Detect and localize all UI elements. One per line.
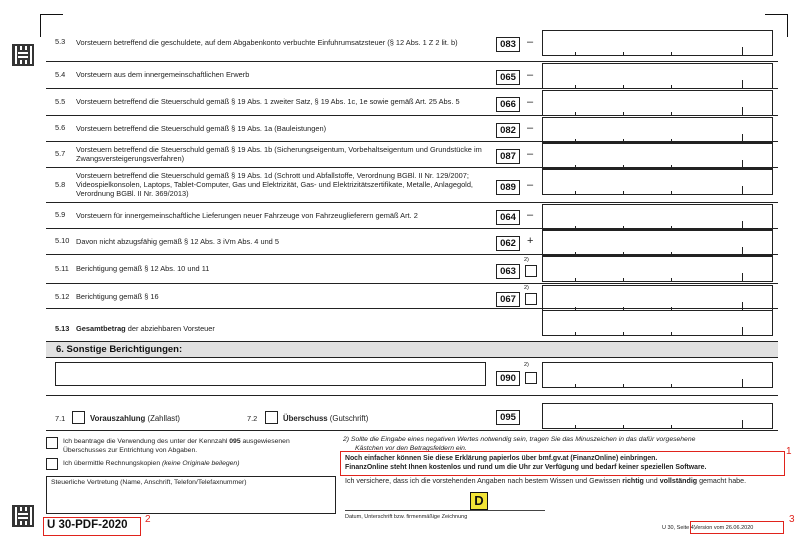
- minus-sign-icon: –: [527, 68, 534, 81]
- opt2-text-b: (keine Originale beilegen): [162, 460, 240, 467]
- row-number: 5.5: [55, 96, 66, 106]
- code-box: 064: [496, 210, 520, 225]
- steuerliche-vertretung-box[interactable]: [46, 476, 336, 514]
- ueberschuss-checkbox[interactable]: [265, 411, 278, 424]
- signature-caption: Datum, Unterschrift bzw. firmenmäßige Zeichnung: [345, 514, 468, 520]
- code-box: 082: [496, 123, 520, 138]
- marker-3: 3: [789, 514, 795, 525]
- minus-sign-icon: –: [527, 209, 534, 221]
- amount-field-083[interactable]: [542, 30, 773, 56]
- ueberschuss-bold: Überschuss: [283, 414, 328, 423]
- row-number: 5.6: [55, 123, 66, 132]
- assurance-a: Ich versichere, dass ich die vorstehenden Angaben nach bestem Wissen und Gewissen: [345, 477, 623, 485]
- row-label: Berichtigung gemäß § 16: [76, 292, 159, 301]
- code-box: 087: [496, 149, 520, 164]
- footnote-line-2: Kästchen vor den Betragsfeldern ein.: [355, 444, 467, 452]
- row-label: Vorsteuern betreffend die Steuerschuld gemäß § 19 Abs. 1d (Schrott und Abfallstoffe, Verordnung BGBl. II Nr. 129/2007; Videospielkonsolen, Laptops, Tablet-Computer, Gas und Elektrizität, Gas- und Elektrizitätszertifikate, Metalle, Anlagegold, Verordnung BGBl. II Nr. 369/2013): [76, 171, 473, 198]
- vorauszahlung-label: [90, 414, 180, 423]
- footnote-ref: 2): [524, 284, 529, 291]
- opt1-text-a: Ich beantrage die Verwendung des unter der Kennzahl: [63, 438, 230, 445]
- amount-field-total[interactable]: [542, 310, 773, 336]
- amount-field-062[interactable]: [542, 230, 773, 256]
- crop-mark-top-left: [40, 14, 63, 37]
- code-box: 063: [496, 264, 520, 279]
- code-box: 067: [496, 292, 520, 307]
- vorauszahlung-checkbox[interactable]: [72, 411, 85, 424]
- sonstige-berichtigungen-input[interactable]: [55, 362, 486, 386]
- row-divider: [46, 283, 778, 284]
- plus-sign-icon: +: [527, 235, 534, 247]
- amount-field-082[interactable]: [542, 117, 773, 143]
- assurance-text: [345, 477, 746, 486]
- minus-sign-icon: –: [527, 122, 534, 134]
- row-divider: [46, 141, 778, 142]
- minus-sign-icon: –: [527, 148, 534, 160]
- row-number: 5.13: [55, 324, 70, 333]
- row-divider: [46, 308, 778, 309]
- notice-line-2: FinanzOnline steht Ihnen kostenlos und rund um die Uhr zur Verfügung und bedarf keiner speziellen Software.: [345, 463, 707, 471]
- section-6-header: [46, 341, 778, 358]
- row-divider: [46, 395, 778, 396]
- row-label: Berichtigung gemäß § 12 Abs. 10 und 11: [76, 264, 210, 273]
- amount-field-064[interactable]: [542, 204, 773, 230]
- row-number: 5.4: [55, 69, 66, 79]
- minus-sign-icon: –: [527, 95, 534, 108]
- qr-code-icon: [12, 505, 34, 527]
- steuerliche-vertretung-label: Steuerliche Vertretung (Name, Anschrift, Telefon/Telefaxnummer): [51, 479, 247, 486]
- rechnungskopien-label: [63, 460, 239, 469]
- signature-line[interactable]: [345, 510, 545, 511]
- row-number: 5.10: [55, 236, 70, 245]
- code-box: 095: [496, 410, 520, 425]
- section-6-title: 6. Sonstige Berichtigungen:: [56, 344, 183, 355]
- assurance-c: und: [643, 477, 660, 485]
- minus-sign-box[interactable]: [525, 293, 537, 305]
- row-label: Vorsteuern betreffend die Steuerschuld gemäß § 19 Abs. 1b (Sicherungseigentum, Vorbehaltseigentum und Grundstücke im Zwangsversteigerungsverfahren): [76, 145, 482, 163]
- code-box: 090: [496, 371, 520, 386]
- row-divider: [46, 167, 778, 168]
- amount-field-063[interactable]: [542, 256, 773, 282]
- total-label-rest: der abziehbaren Vorsteuer: [125, 324, 215, 333]
- amount-field-095[interactable]: [542, 403, 773, 429]
- form-id: U 30-PDF-2020: [47, 519, 128, 531]
- row-number: 5.8: [55, 179, 66, 189]
- row-divider: [46, 202, 778, 203]
- qr-code-icon: [12, 44, 34, 66]
- row-label: Vorsteuern aus dem innergemeinschaftlichen Erwerb: [76, 70, 250, 79]
- row-label: Vorsteuern betreffend die Steuerschuld gemäß § 19 Abs. 1a (Bauleistungen): [76, 123, 327, 133]
- code-box: 062: [496, 236, 520, 251]
- amount-field-066[interactable]: [542, 90, 773, 116]
- row-number: 5.7: [55, 149, 66, 158]
- code-box: 065: [496, 70, 520, 85]
- code-box: 083: [496, 37, 520, 52]
- row-number: 5.11: [55, 263, 69, 273]
- notice-line-1: Noch einfacher können Sie diese Erklärung papierlos über bmf.gv.at (FinanzOnline) einbringen.: [345, 455, 658, 462]
- row-number: 7.1: [55, 414, 66, 423]
- row-divider: [46, 61, 778, 62]
- minus-sign-icon: –: [527, 36, 534, 48]
- total-label-bold: Gesamtbetrag: [76, 324, 126, 333]
- assurance-b: richtig: [622, 477, 644, 485]
- page-info: U 30, Seite 4,: [662, 525, 696, 531]
- rechnungskopien-checkbox[interactable]: [46, 458, 58, 470]
- verwendung-ueberschuss-label: [63, 438, 343, 455]
- assurance-e: gemacht habe.: [697, 477, 747, 485]
- ueberschuss-label: [283, 414, 368, 423]
- row-number: 5.3: [55, 37, 66, 46]
- footnote-ref: 2): [524, 256, 529, 263]
- row-divider: [46, 254, 778, 255]
- amount-field-065[interactable]: [542, 63, 773, 89]
- minus-sign-box[interactable]: [525, 265, 537, 277]
- opt1-text-d: Überschusses zur Entrichtung von Abgaben.: [63, 446, 198, 454]
- minus-sign-box[interactable]: [525, 372, 537, 384]
- total-label: [76, 324, 215, 333]
- assurance-d: vollständig: [659, 477, 698, 485]
- amount-field-090[interactable]: [542, 362, 773, 388]
- amount-field-087[interactable]: [542, 143, 773, 169]
- verwendung-ueberschuss-checkbox[interactable]: [46, 437, 58, 449]
- vorauszahlung-rest: (Zahllast): [145, 414, 180, 423]
- marker-2: 2: [145, 514, 151, 525]
- version-text: Version vom 26.06.2020: [694, 525, 754, 531]
- code-box: 089: [496, 180, 520, 195]
- code-box: 066: [496, 97, 520, 112]
- minus-sign-icon: –: [527, 178, 534, 191]
- footnote-line-1: 2) Sollte die Eingabe eines negativen Wertes notwendig sein, tragen Sie das Minuszeichen in das dafür vorgesehene: [343, 436, 696, 443]
- row-divider: [46, 430, 778, 431]
- row-label: Vorsteuern für innergemeinschaftliche Lieferungen neuer Fahrzeuge von Fahrzeuglieferern gemäß Art. 2: [76, 210, 418, 220]
- row-number: 7.2: [247, 414, 258, 423]
- signature-marker: D: [470, 492, 488, 510]
- row-number: 5.9: [55, 210, 66, 219]
- ueberschuss-rest: (Gutschrift): [327, 414, 369, 423]
- row-label: Vorsteuern betreffend die geschuldete, auf dem Abgabenkonto verbuchte Einfuhrumsatzsteuer (§ 12 Abs. 1 Z 2 lit. b): [76, 37, 458, 47]
- row-divider: [46, 228, 778, 229]
- row-number: 5.12: [55, 291, 70, 301]
- row-divider: [46, 115, 778, 116]
- row-label: Vorsteuern betreffend die Steuerschuld gemäß § 19 Abs. 1 zweiter Satz, § 19 Abs. 1c, 1e sowie gemäß Art. 25 Abs. 5: [76, 97, 460, 106]
- opt1-code: 095: [229, 438, 241, 445]
- marker-1: 1: [786, 446, 792, 457]
- opt1-text-c: ausgewiesenen: [240, 438, 290, 445]
- opt2-text-a: Ich übermittle Rechnungskopien: [63, 460, 162, 467]
- footnote-ref: 2): [524, 362, 529, 368]
- finanzonline-notice: [345, 455, 706, 472]
- row-divider: [46, 88, 778, 89]
- amount-field-089[interactable]: [542, 169, 773, 195]
- vorauszahlung-bold: Vorauszahlung: [90, 414, 146, 423]
- row-label: Davon nicht abzugsfähig gemäß § 12 Abs. 3 iVm Abs. 4 und 5: [76, 236, 279, 246]
